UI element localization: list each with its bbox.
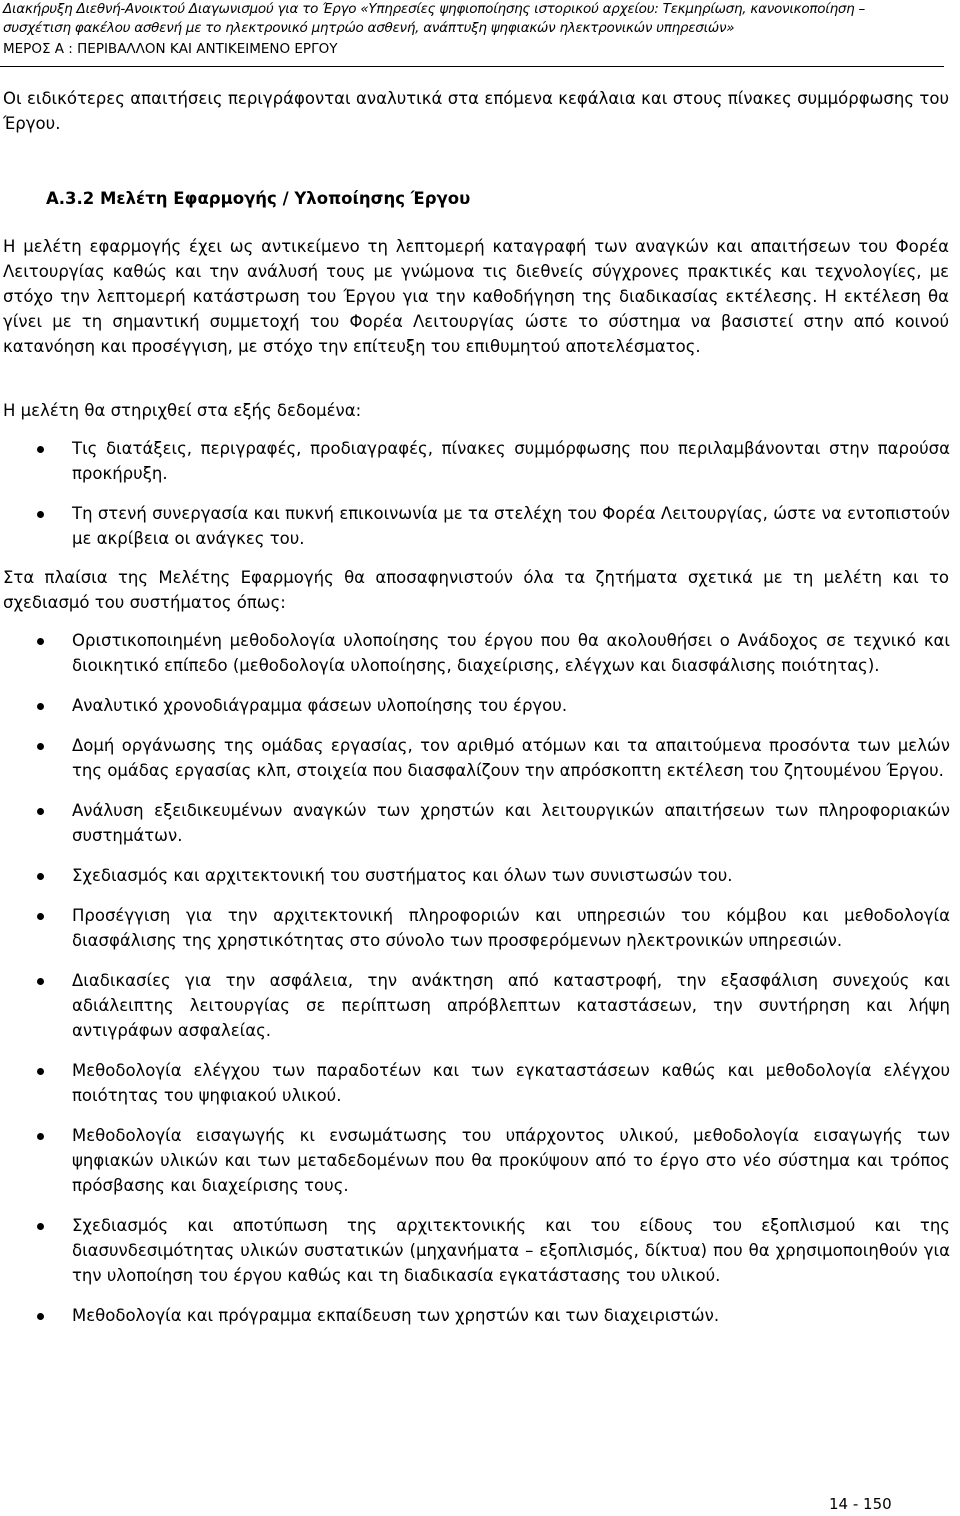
intro-paragraph: Οι ειδικότερες απαιτήσεις περιγράφονται αναλυτικά στα επόμενα κεφάλαια και στους πίνακες συμμόρφωσης του Έργου. [3, 89, 949, 133]
scope-list [0, 628, 960, 1328]
list-item: Τις διατάξεις, περιγραφές, προδιαγραφές, πίνακες συμμόρφωσης που περιλαμβάνονται στην παρούσα προκήρυξη. [0, 436, 950, 486]
list-item: Ανάλυση εξειδικευμένων αναγκών των χρηστών και λειτουργικών απαιτήσεων των πληροφοριακών συστημάτων. [0, 798, 950, 848]
list-item: Αναλυτικό χρονοδιάγραμμα φάσεων υλοποίησης του έργου. [0, 693, 950, 718]
header-part-label: ΜΕΡΟΣ Α : ΠΕΡΙΒΑΛΛΟΝ ΚΑΙ ΑΝΤΙΚΕΙΜΕΝΟ ΕΡΓΟΥ [3, 41, 338, 57]
study-paragraph: Η μελέτη εφαρμογής έχει ως αντικείμενο τη λεπτομερή καταγραφή των αναγκών και απαιτήσεων του Φορέα Λειτουργίας καθώς και την ανάλυσή τους με γνώμονα τις διεθνείς σύγχρονες πρακτικές και τεχνολογίες, με στόχο την λεπτομερή κατάστρωση του Έργου για την καθοδήγηση της διαδικασίας εκτέλεσης. Η εκτέλεση θα γίνει με τη σημαντική συμμετοχή του Φορέα Λειτουργίας ώστε το σύστημα να βασιστεί στην από κοινού κατανόηση και προσέγγιση, με στόχο την επίτευξη του επιθυμητού αποτελέσματος. [3, 237, 949, 356]
header-title-line-2: συσχέτιση φακέλου ασθενή με το ηλεκτρονικό μητρώο ασθενή, ανάπτυξη ψηφιακών ηλεκτρονικών υπηρεσιών» [3, 20, 735, 36]
section-heading: Α.3.2 Μελέτη Εφαρμογής / Υλοποίησης Έργου [46, 189, 471, 208]
data-basis-list [0, 436, 960, 551]
list-item: Μεθοδολογία και πρόγραμμα εκπαίδευση των χρηστών και των διαχειριστών. [0, 1303, 950, 1328]
header-title-line-1: Διακήρυξη Διεθνή-Ανοικτού Διαγωνισμού για το Έργο «Υπηρεσίες ψηφιοποίησης ιστορικού αρχείου: Τεκμηρίωση, κανονικοποίηση – [3, 1, 866, 17]
data-basis-paragraph: Η μελέτη θα στηριχθεί στα εξής δεδομένα: [3, 401, 362, 420]
list-item: Σχεδιασμός και αποτύπωση της αρχιτεκτονικής και του είδους του εξοπλισμού και της διασυνδεσιμότητας υλικών συστατικών (μηχανήματα – εξοπλισμός, δίκτυα) που θα χρησιμοποιηθούν για την υλοποίηση του έργου καθώς και τη διαδικασία εγκατάστασης του υλικού. [0, 1213, 950, 1288]
scope-paragraph: Στα πλαίσια της Μελέτης Εφαρμογής θα αποσαφηνιστούν όλα τα ζητήματα σχετικά με τη μελέτη και το σχεδιασμό του συστήματος όπως: [3, 568, 949, 612]
page-header [0, 0, 947, 57]
list-item: Σχεδιασμός και αρχιτεκτονική του συστήματος και όλων των συνιστωσών του. [0, 863, 950, 888]
header-divider [0, 66, 944, 67]
list-item: Δομή οργάνωσης της ομάδας εργασίας, τον αριθμό ατόμων και τα απαιτούμενα προσόντα των μελών της ομάδας εργασίας κλπ, στοιχεία που διασφαλίζουν την απρόσκοπτη εκτέλεση του ζητουμένου Έργου. [0, 733, 950, 783]
list-item: Μεθοδολογία εισαγωγής κι ενσωμάτωσης του υπάρχοντος υλικού, μεθοδολογία εισαγωγής των ψηφιακών υλικών και των μεταδεδομένων που θα προκύψουν από το έργο στο νέο σύστημα και τρόπος πρόσβασης και διαχείρισης τους. [0, 1123, 950, 1198]
list-item: Μεθοδολογία ελέγχου των παραδοτέων και των εγκαταστάσεων καθώς και μεθοδολογία ελέγχου ποιότητας του ψηφιακού υλικού. [0, 1058, 950, 1108]
list-item: Τη στενή συνεργασία και πυκνή επικοινωνία με τα στελέχη του Φορέα Λειτουργίας, ώστε να εντοπιστούν με ακρίβεια οι ανάγκες του. [0, 501, 950, 551]
list-item: Προσέγγιση για την αρχιτεκτονική πληροφοριών και υπηρεσιών του κόμβου και μεθοδολογία διασφάλισης της χρηστικότητας στο σύνολο των προσφερόμενων ηλεκτρονικών υπηρεσιών. [0, 903, 950, 953]
page-number: 14 - 150 [829, 1495, 892, 1513]
list-item: Διαδικασίες για την ασφάλεια, την ανάκτηση από καταστροφή, την εξασφάλιση συνεχούς και αδιάλειπτης λειτουργίας σε περίπτωση απρόβλεπτων καταστάσεων, την συντήρηση και λήψη αντιγράφων ασφαλείας. [0, 968, 950, 1043]
list-item: Οριστικοποιημένη μεθοδολογία υλοποίησης του έργου που θα ακολουθήσει ο Ανάδοχος σε τεχνικό και διοικητικό επίπεδο (μεθοδολογία υλοποίησης, διαχείρισης, ελέγχων και διασφάλισης ποιότητας). [0, 628, 950, 678]
